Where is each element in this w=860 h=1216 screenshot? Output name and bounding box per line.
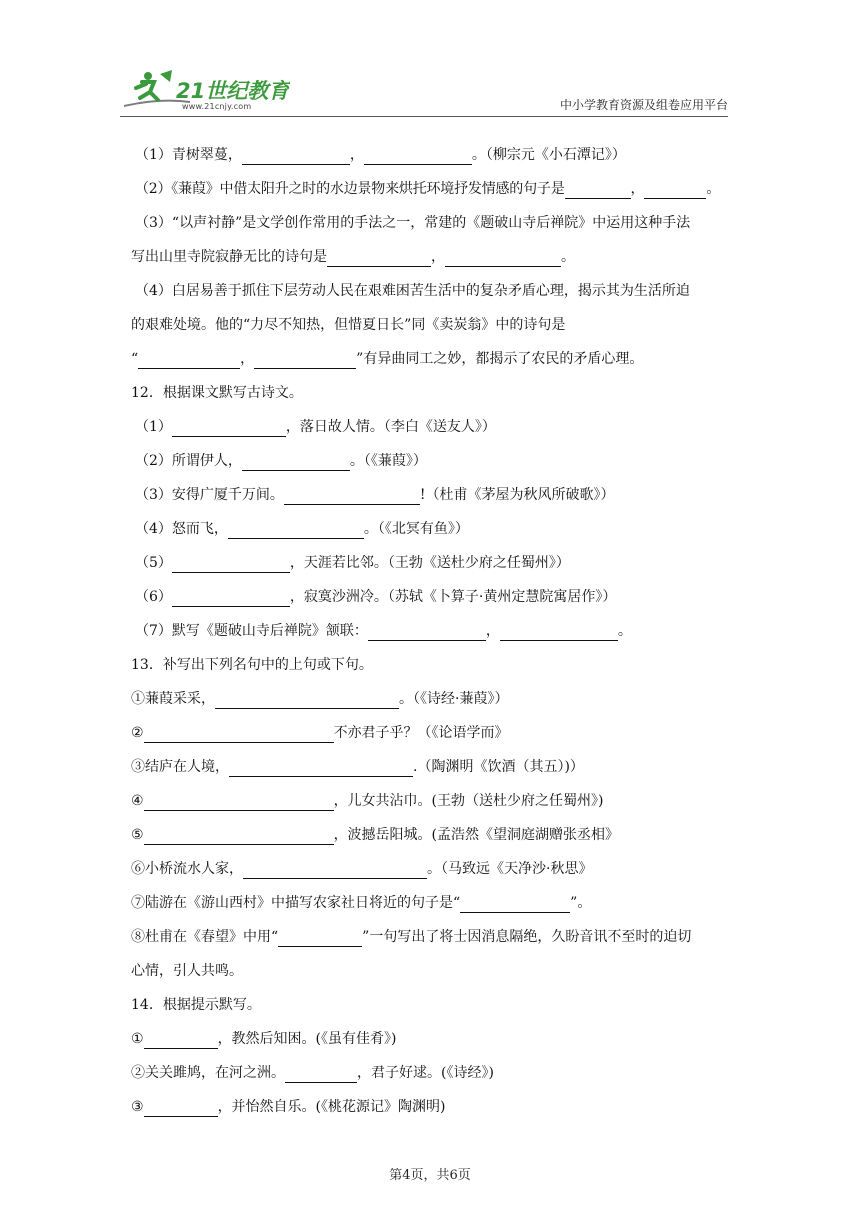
q12-item-5: （5） ，天涯若比邻。（王勃《送杜少府之任蜀州》）: [131, 546, 731, 580]
q11-item-3-cont: 写出山里寺院寂静无比的诗句是 ， 。: [131, 240, 731, 274]
q13-title: 13．补写出下列名句中的上句或下句。: [131, 657, 373, 673]
q12-item-1: （1） ，落日故人情。（李白《送友人》）: [131, 410, 731, 444]
q13-item-8: ⑧杜甫在《春望》中用“ ”一句写出了将士因消息隔绝，久盼音讯不至时的迫切: [131, 920, 731, 954]
answer-blank[interactable]: [144, 1096, 218, 1117]
answer-blank[interactable]: [364, 144, 472, 165]
answer-blank[interactable]: [243, 858, 427, 879]
answer-blank[interactable]: [368, 620, 486, 641]
answer-blank[interactable]: [215, 688, 399, 709]
answer-blank[interactable]: [644, 178, 706, 199]
logo-text: 21世纪教育: [176, 79, 290, 103]
answer-blank[interactable]: [144, 790, 334, 811]
answer-blank[interactable]: [278, 926, 362, 947]
answer-blank[interactable]: [172, 552, 290, 573]
q14-item-2: ②关关雎鸠，在河之洲。 ，君子好逑。(《诗经》): [131, 1056, 731, 1090]
q14-item-3: ③ ，并怡然自乐。(《桃花源记》陶渊明): [131, 1090, 731, 1124]
q11-item-2: （2）《蒹葭》中借太阳升之时的水边景物来烘托环境抒发情感的句子是 ， 。: [131, 172, 731, 206]
answer-blank[interactable]: [228, 518, 364, 539]
answer-blank[interactable]: [144, 722, 334, 743]
answer-blank[interactable]: [229, 756, 413, 777]
q12-title: 12．根据课文默写古诗文。: [131, 385, 303, 401]
page-number: 第4页，共6页: [389, 1168, 471, 1183]
q11-item-1: （1）青树翠蔓， ， 。（柳宗元《小石潭记》）: [131, 138, 731, 172]
document-body: [131, 138, 731, 1124]
answer-blank[interactable]: [284, 484, 420, 505]
q13-item-8-cont: 心情，引人共鸣。: [131, 963, 243, 979]
answer-blank[interactable]: [172, 416, 286, 437]
answer-blank[interactable]: [242, 144, 350, 165]
page-header: [120, 66, 728, 118]
q13-item-6: ⑥小桥流水人家， 。（马致远《天净沙·秋思》: [131, 852, 731, 886]
header-divider: [120, 116, 728, 117]
answer-blank[interactable]: [144, 1028, 218, 1049]
answer-blank[interactable]: [565, 178, 631, 199]
answer-blank[interactable]: [138, 348, 240, 369]
q13-item-5: ⑤ ，波撼岳阳城。(孟浩然《望洞庭湖赠张丞相》: [131, 818, 731, 852]
answer-blank[interactable]: [172, 586, 290, 607]
answer-blank[interactable]: [285, 1062, 357, 1083]
answer-blank[interactable]: [500, 620, 618, 641]
q11-item-4-cont: 的艰难处境。他的“力尽不知热，但惜夏日长”同《卖炭翁》中的诗句是: [131, 317, 566, 333]
answer-blank[interactable]: [327, 246, 431, 267]
q13-item-2: ② 不亦君子乎？（《论语学而》: [131, 716, 731, 750]
answer-blank[interactable]: [445, 246, 561, 267]
q12-item-6: （6） ，寂寞沙洲冷。（苏轼《卜算子·黄州定慧院寓居作》）: [131, 580, 731, 614]
q12-item-7: （7）默写《题破山寺后禅院》颔联： ， 。: [131, 614, 731, 648]
q13-item-4: ④ ，儿女共沾巾。(王勃（送杜少府之任蜀州》): [131, 784, 731, 818]
q14-item-1: ① ，教然后知困。(《虽有佳肴》): [131, 1022, 731, 1056]
q12-item-2: （2）所谓伊人， 。（《蒹葭》）: [131, 444, 731, 478]
q12-item-4: （4）怒而飞， 。（《北冥有鱼》）: [131, 512, 731, 546]
q13-item-1: ①蒹葭采采， 。（《诗经·蒹葭》）: [131, 682, 731, 716]
answer-blank[interactable]: [254, 348, 356, 369]
q14-title: 14．根据提示默写。: [131, 997, 261, 1013]
logo-site-url: www.21cnjy.com: [182, 102, 252, 111]
answer-blank[interactable]: [144, 824, 334, 845]
answer-blank[interactable]: [460, 892, 570, 913]
q12-item-3: （3）安得广厦千万间。 !（杜甫《茅屋为秋风所破歌》）: [131, 478, 731, 512]
platform-name: 中小学教育资源及组卷应用平台: [559, 98, 728, 112]
q13-item-7: ⑦陆游在《游山西村》中描写农家社日将近的句子是“ ”。: [131, 886, 731, 920]
q13-item-3: ③结庐在人境， .（陶渊明《饮酒（其五）)）: [131, 750, 731, 784]
answer-blank[interactable]: [242, 450, 350, 471]
q11-item-4-cont2: “ ， ”有异曲同工之妙，都揭示了农民的矛盾心理。: [131, 342, 731, 376]
q11-item-4: （4）白居易善于抓住下层劳动人民在艰难困苦生活中的复杂矛盾心理，揭示其为生活所迫: [135, 283, 690, 299]
q11-item-3: （3）“以声衬静”是文学创作常用的手法之一，常建的《题破山寺后禅院》中运用这种手法: [135, 215, 691, 231]
